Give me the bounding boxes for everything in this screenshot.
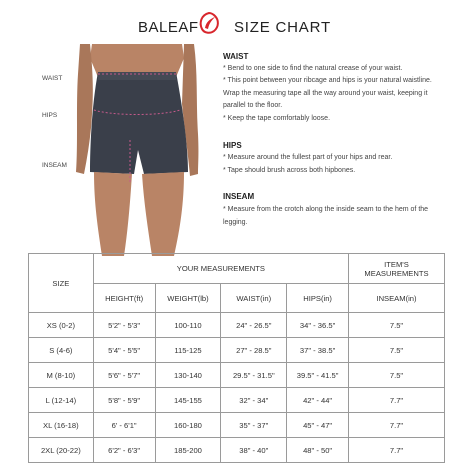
- table-row: [29, 388, 445, 413]
- header: [0, 10, 456, 40]
- waist-cell: 32" - 34": [221, 388, 287, 413]
- table-row: [29, 363, 445, 388]
- waist-cell: 27" - 28.5": [221, 338, 287, 363]
- items-measurements-header: ITEM'S MEASUREMENTS: [349, 254, 445, 284]
- weight-cell: 145-155: [155, 388, 221, 413]
- weight-cell: 185-200: [155, 438, 221, 463]
- hips-cell: 45" - 47": [287, 413, 349, 438]
- baleaf-logo-icon: [196, 10, 222, 36]
- hips-section-title: HIPS: [223, 141, 242, 150]
- inseam-section-title: INSEAM: [223, 192, 255, 201]
- size-cell: XL (16-18): [29, 413, 94, 438]
- weight-cell: 115-125: [155, 338, 221, 363]
- waist-cell: 24" - 26.5": [221, 313, 287, 338]
- your-measurements-header: YOUR MEASUREMENTS: [93, 254, 348, 284]
- table-row: [29, 438, 445, 463]
- hips-cell: 37" - 38.5": [287, 338, 349, 363]
- size-cell: 2XL (20-22): [29, 438, 94, 463]
- waist-cell: 38" - 40": [221, 438, 287, 463]
- hips-bullet-1: * Measure around the fullest part of your hips and rear.: [223, 154, 393, 161]
- height-cell: 6'2" - 6'3": [93, 438, 155, 463]
- waist-column-header: WAIST(in): [221, 284, 287, 313]
- waist-section-title: WAIST: [223, 52, 249, 61]
- height-column-header: HEIGHT(ft): [93, 284, 155, 313]
- model-left-leg: [94, 172, 132, 256]
- hips-cell: 42" - 44": [287, 388, 349, 413]
- shorts-waistband: [98, 72, 176, 80]
- model-right-leg: [142, 172, 184, 256]
- height-cell: 6' - 6'1": [93, 413, 155, 438]
- hips-bullet-2: * Tape should brush across both hipbones.: [223, 167, 356, 174]
- table-row: [29, 313, 445, 338]
- size-cell: XS (0-2): [29, 313, 94, 338]
- height-cell: 5'6" - 5'7": [93, 363, 155, 388]
- inseam-cell: 7.7": [349, 388, 445, 413]
- figure-label-inseam: INSEAM: [42, 162, 67, 169]
- brand-name: BALEAF: [138, 19, 199, 36]
- weight-cell: 100-110: [155, 313, 221, 338]
- size-cell: L (12-14): [29, 388, 94, 413]
- hips-column-header: HIPS(in): [287, 284, 349, 313]
- hips-cell: 48" - 50": [287, 438, 349, 463]
- hips-cell: 39.5" - 41.5": [287, 363, 349, 388]
- waist-bullet-3: * Keep the tape comfortably loose.: [223, 115, 331, 122]
- shorts: [90, 72, 188, 174]
- height-cell: 5'4" - 5'5": [93, 338, 155, 363]
- model-figure: [72, 44, 202, 256]
- waist-cell: 29.5" - 31.5": [221, 363, 287, 388]
- height-cell: 5'8" - 5'9": [93, 388, 155, 413]
- size-chart-table: [28, 253, 445, 463]
- waist-cell: 35" - 37": [221, 413, 287, 438]
- weight-cell: 130-140: [155, 363, 221, 388]
- height-cell: 5'2" - 5'3": [93, 313, 155, 338]
- table-row: [29, 338, 445, 363]
- table-header-row: [29, 254, 445, 284]
- table-row: [29, 413, 445, 438]
- inseam-cell: 7.7": [349, 413, 445, 438]
- page-title: SIZE CHART: [234, 19, 331, 36]
- inseam-bullet-1: * Measure from the crotch along the inside seam to the hem of the legging.: [223, 206, 429, 226]
- figure-label-hips: HIPS: [42, 112, 58, 119]
- size-cell: S (4-6): [29, 338, 94, 363]
- hips-cell: 34" - 36.5": [287, 313, 349, 338]
- inseam-cell: 7.5": [349, 313, 445, 338]
- inseam-cell: 7.7": [349, 438, 445, 463]
- size-column-header: SIZE: [29, 254, 94, 313]
- inseam-cell: 7.5": [349, 363, 445, 388]
- weight-cell: 160-180: [155, 413, 221, 438]
- inseam-cell: 7.5": [349, 338, 445, 363]
- inseam-column-header: INSEAM(in): [349, 284, 445, 313]
- weight-column-header: WEIGHT(lb): [155, 284, 221, 313]
- size-cell: M (8-10): [29, 363, 94, 388]
- figure-label-waist: WAIST: [42, 75, 63, 82]
- waist-bullet-1: * Bend to one side to find the natural crease of your waist.: [223, 65, 403, 72]
- waist-bullet-2: * This point between your ribcage and hips is your natural waistline. Wrap the measuring tape all the way around your waist, keeping it parallel to the floor.: [223, 77, 432, 109]
